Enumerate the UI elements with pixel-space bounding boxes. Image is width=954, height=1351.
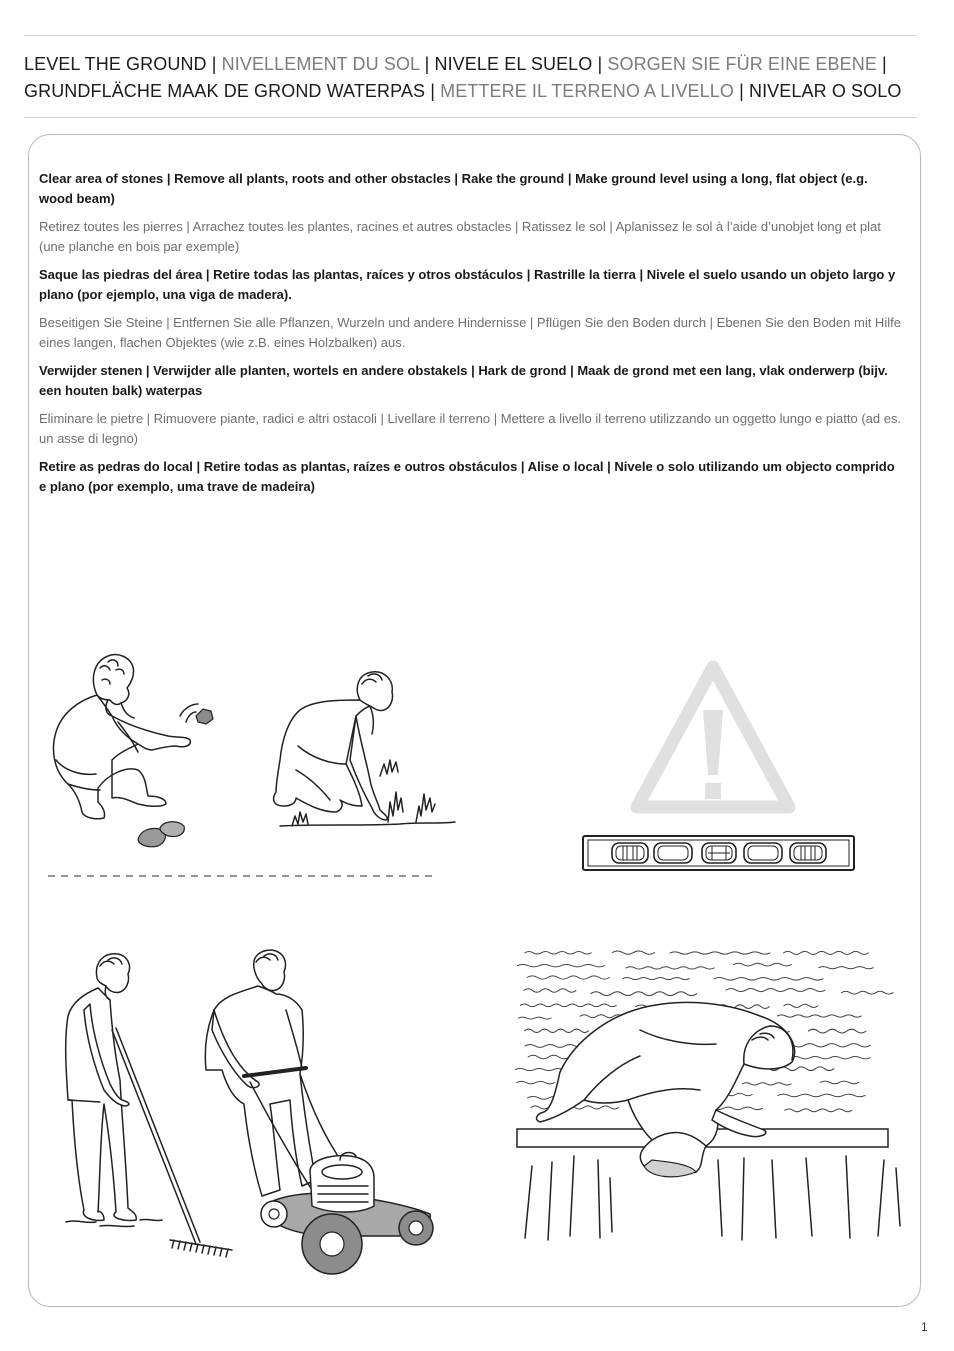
title-it: METTERE IL TERRENO A LIVELLO xyxy=(440,81,734,101)
title-line-2 xyxy=(24,78,924,105)
title-de: SORGEN SIE FÜR EINE EBENE xyxy=(607,54,877,74)
top-rule xyxy=(24,35,917,36)
instruction-list xyxy=(39,169,905,505)
page-title xyxy=(24,51,924,105)
title-fr: NIVELLEMENT DU SOL xyxy=(221,54,420,74)
instruction-de: Beseitigen Sie Steine | Entfernen Sie alle Pflanzen, Wurzeln und andere Hindernisse | Pflügen Sie den Boden durch | Ebenen Sie den Boden mit Hilfe eines langen, flachen Objektes (wie z.B. eines Holzbalken) aus. xyxy=(39,315,901,350)
header-bottom-rule xyxy=(24,117,917,118)
title-line-1 xyxy=(24,51,924,78)
title-es: | NIVELE EL SUELO | xyxy=(424,54,603,74)
instruction-fr: Retirez toutes les pierres | Arrachez toutes les plantes, racines et autres obstacles | Ratissez le sol | Aplanissez le sol à l’aide d’unobjet long et plat (une planche en bois par exemple) xyxy=(39,219,881,254)
title-en: LEVEL THE GROUND | xyxy=(24,54,217,74)
title-pt: | NIVELAR O SOLO xyxy=(739,81,902,101)
instruction-es: Saque las piedras del área | Retire todas las plantas, raíces y otros obstáculos | Rastrille la tierra | Nivele el suelo usando un objeto largo y plano (por ejemplo, una viga de madera). xyxy=(39,267,896,302)
instruction-pt: Retire as pedras do local | Retire todas as plantas, raízes e outros obstáculos | Alise o local | Nivele o solo utilizando um objecto comprido e plano (por exemplo, uma trave de madeira) xyxy=(39,459,895,494)
page-number: 1 xyxy=(921,1320,928,1334)
instruction-nl: Verwijder stenen | Verwijder alle planten, wortels en andere obstakels | Hark de grond | Maak de grond met een lang, vlak onderwerp (bijv. een houten balk) waterpas xyxy=(39,363,888,398)
instruction-it: Eliminare le pietre | Rimuovere piante, radici e altri ostacoli | Livellare il terreno | Mettere a livello il terreno utilizzando un oggetto lungo e piatto (ad es. un asse di legno) xyxy=(39,411,902,446)
title-separator: | xyxy=(882,54,887,74)
title-de-nl: GRUNDFLÄCHE MAAK DE GROND WATERPAS | xyxy=(24,81,435,101)
instruction-en: Clear area of stones | Remove all plants, roots and other obstacles | Rake the ground | Make ground level using a long, flat object (e.g. wood beam) xyxy=(39,171,868,206)
